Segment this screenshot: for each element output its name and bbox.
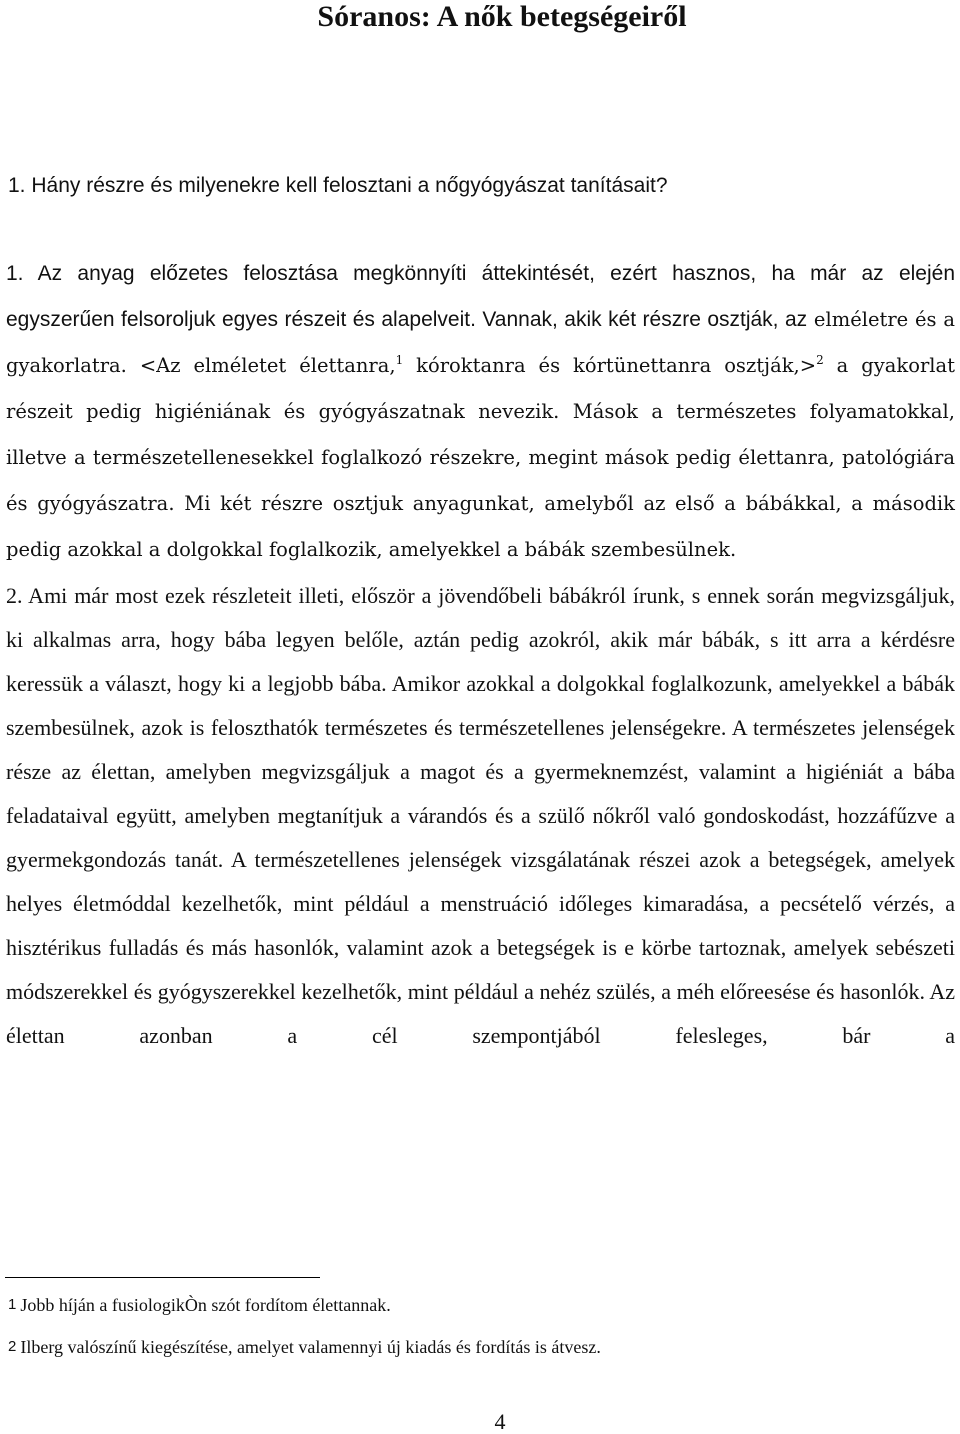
footnote-ref-2: 2 bbox=[816, 353, 824, 367]
body-text bbox=[6, 252, 955, 1058]
footnote-1-marker: 1 bbox=[8, 1296, 17, 1313]
footnote-ref-1: 1 bbox=[395, 353, 404, 367]
paragraph-1-run-3: kóroktanra és kórtünettanra osztják,> bbox=[403, 354, 817, 377]
paragraph-1-run-2: elméletre és a gyakorlatra. <Az elméletet élettanra, bbox=[6, 308, 955, 377]
footnote-2 bbox=[8, 1335, 955, 1359]
page-title: Sóranos: A nők betegségeiről bbox=[317, 0, 687, 33]
chapter-question: 1. Hány részre és milyenekre kell felosztani a nőgyógyászat tanításait? bbox=[8, 174, 668, 197]
page-number: 4 bbox=[494, 1409, 506, 1434]
footnote-2-text: Ilberg valószínű kiegészítése, amelyet valamennyi új kiadás és fordítás is átvesz. bbox=[20, 1337, 601, 1357]
paragraph-1-run-1: 1. Az anyag előzetes felosztása megkönnyíti áttekintését, ezért hasznos, ha már az elején egyszerűen felsoroljuk egyes részeit és alapelveit. Vannak, akik két részre osztják, az bbox=[6, 262, 955, 331]
footnote-2-marker: 2 bbox=[8, 1338, 17, 1355]
paragraph-1 bbox=[6, 252, 955, 574]
footnote-1-text: Jobb híján a fusiologikÒn szót fordítom élettannak. bbox=[20, 1295, 391, 1315]
footnote-1 bbox=[8, 1293, 955, 1317]
footnote-separator bbox=[5, 1277, 320, 1278]
paragraph-1-run-4: a gyakorlat részeit pedig higiéniának és gyógyászatnak nevezik. Mások a természetes folyamatokkal, illetve a természetellenesekkel foglalkozó részekre, megint mások pedig élettanra, patológiára és gyógyászatra. Mi két részre osztjuk anyagunkat, amelyből az első a bábákkal, a második pedig azokkal a dolgokkal foglalkozik, amelyekkel a bábák szembesülnek. bbox=[6, 354, 955, 561]
paragraph-2: 2. Ami már most ezek részleteit illeti, először a jövendőbeli bábákról írunk, s ennek során megvizsgáljuk, ki alkalmas arra, hogy bába legyen belőle, aztán pedig azokról, akik már bábák, s itt arra a kérdésre keressük a választ, hogy ki a legjobb bába. Amikor azokkal a dolgokkal foglalkozunk, amelyekkel a bábák szembesülnek, azok is feloszthatók természetes és természetellenes jelenségekre. A természetes jelenségek része az élettan, amelyben megvizsgáljuk a magot és a gyermeknemzést, valamint a higiéniát a bába feladataival együtt, amelyben megtanítjuk a várandós és a szülő nőkről való gondoskodást, hozzáfűzve a gyermekgondozás tanát. A természetellenes jelenségek vizsgálatának részei azok a betegségek, amelyek helyes életmóddal kezelhetők, mint például a menstruáció időleges kimaradása, a pecsételő vérzés, a hisztérikus fulladás és más hasonlók, valamint azok a betegségek is e körbe tartoznak, amelyek sebészeti módszerekkel és gyógyszerekkel kezelhetők, mint például a nehéz szülés, a méh előreesése és hasonlók. Az élettan azonban a cél szempontjából felesleges, bár a bbox=[6, 583, 955, 1048]
